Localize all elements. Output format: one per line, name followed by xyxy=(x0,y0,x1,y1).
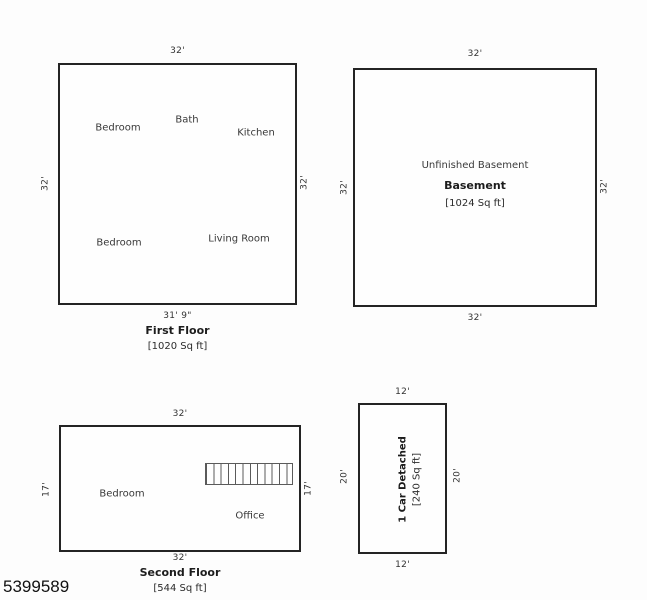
first-floor-name: First Floor xyxy=(145,324,210,337)
first-floor-area: [1020 Sq ft] xyxy=(147,341,208,352)
garage-area: [240 Sq ft] xyxy=(411,452,423,507)
garage-dim-bottom: 12' xyxy=(395,560,410,570)
second-floor-dim-left: 17' xyxy=(41,482,52,497)
basement-caption xyxy=(353,311,597,325)
room-label-living-room: Living Room xyxy=(208,233,270,245)
second-floor-caption xyxy=(59,551,301,597)
room-label-kitchen: Kitchen xyxy=(237,127,275,139)
basement-dim-top: 32' xyxy=(467,49,483,59)
garage-caption xyxy=(358,558,447,572)
basement-label-unfinished: Unfinished Basement xyxy=(421,160,529,171)
basement-dim-right: 32' xyxy=(599,179,610,194)
first-floor-outline xyxy=(58,63,297,305)
second-floor-name: Second Floor xyxy=(139,566,221,579)
garage-dim-left: 20' xyxy=(339,469,350,484)
second-floor-area: [544 Sq ft] xyxy=(153,583,207,594)
first-floor-dim-right: 32' xyxy=(299,175,310,190)
garage-dim-top: 12' xyxy=(395,387,410,397)
first-floor-dim-left: 32' xyxy=(40,176,51,191)
first-floor-dim-bottom: 31' 9" xyxy=(163,311,192,321)
room-label-bedroom-2: Bedroom xyxy=(96,237,142,249)
stairs-hatch xyxy=(205,463,293,485)
room-label-office: Office xyxy=(235,510,265,522)
second-floor-dim-top: 32' xyxy=(172,409,188,419)
second-floor-dim-bottom: 32' xyxy=(172,553,188,563)
second-floor-dim-right: 17' xyxy=(303,481,314,496)
garage-interior-labels xyxy=(396,433,427,527)
room-label-bedroom-3: Bedroom xyxy=(99,488,145,500)
basement-name: Basement xyxy=(444,179,506,192)
second-floor-outline xyxy=(59,425,301,552)
listing-number: 5399589 xyxy=(3,577,70,596)
basement-interior-labels xyxy=(353,156,597,212)
basement-dim-bottom: 32' xyxy=(467,313,483,323)
room-label-bath: Bath xyxy=(175,114,199,126)
garage-dim-right: 20' xyxy=(452,468,463,483)
first-floor-caption xyxy=(58,309,297,355)
basement-area: [1024 Sq ft] xyxy=(445,198,505,209)
garage-name: 1 Car Detached xyxy=(397,436,409,523)
room-label-bedroom-1: Bedroom xyxy=(95,122,141,134)
basement-dim-left: 32' xyxy=(339,180,350,195)
first-floor-dim-top: 32' xyxy=(170,46,185,56)
